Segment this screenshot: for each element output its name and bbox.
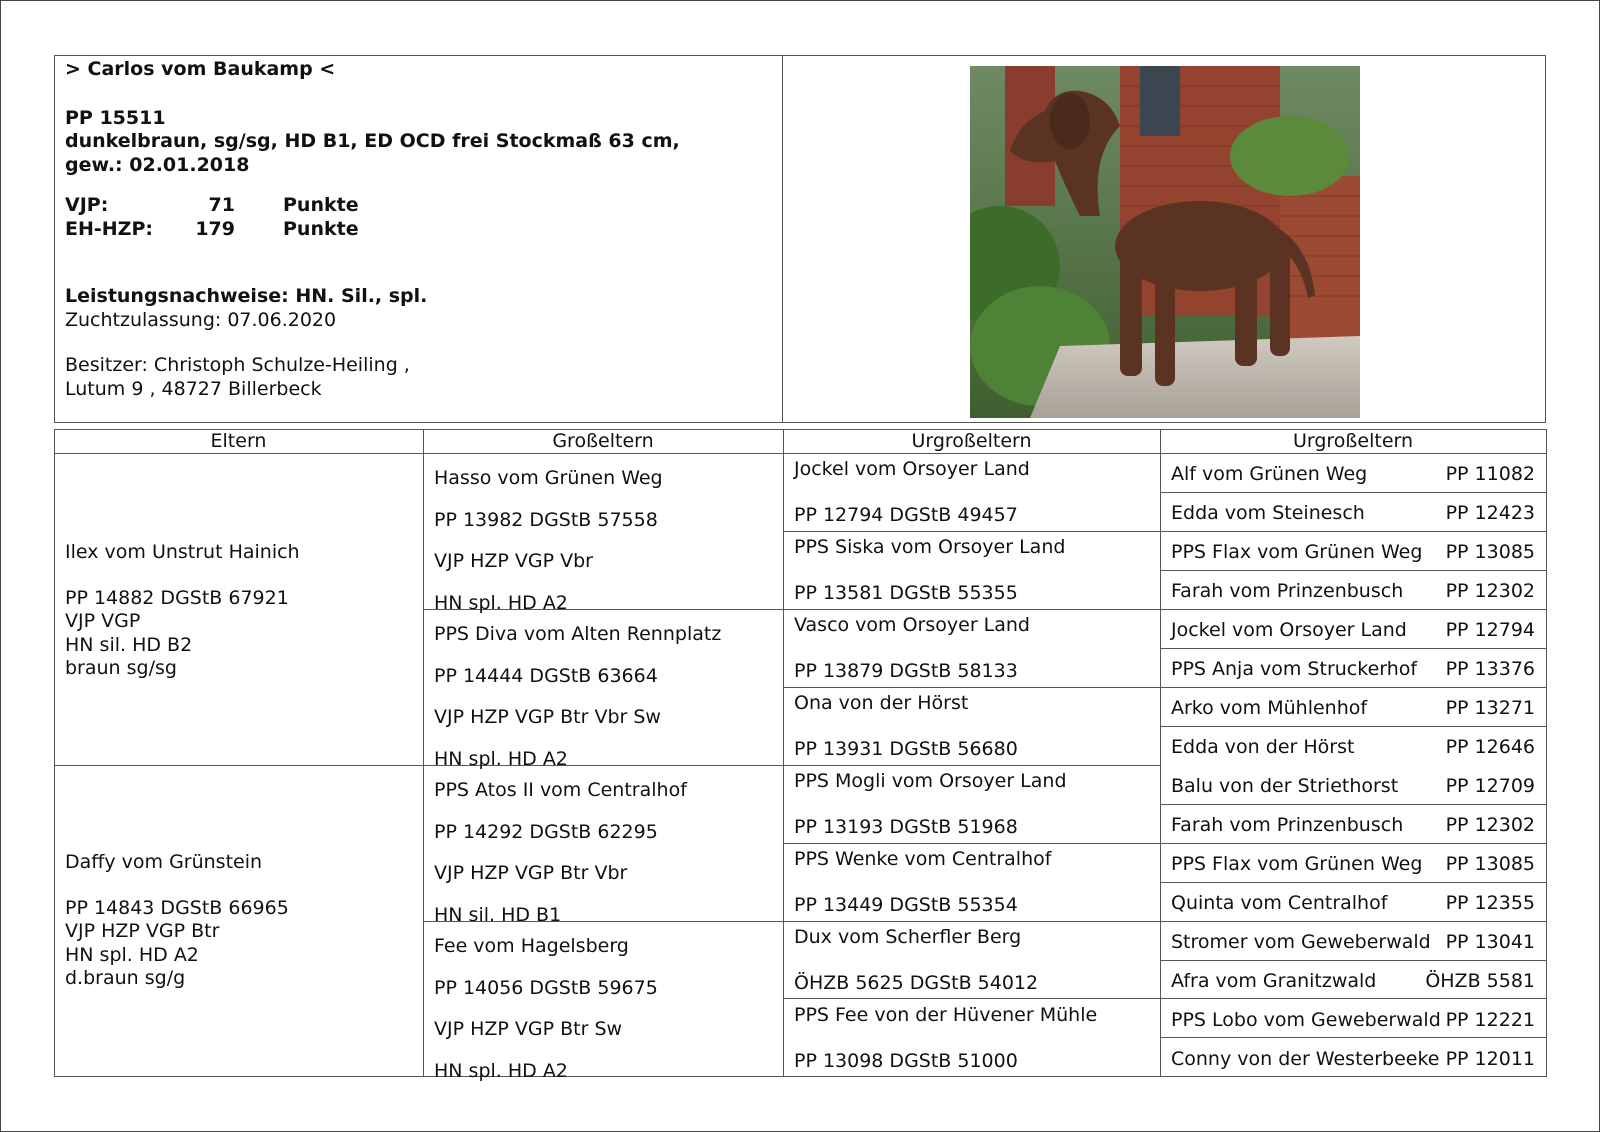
great-grandparent-name: Jockel vom Orsoyer Land — [794, 458, 1030, 480]
grandparent-hd: HN spl. HD A2 — [434, 591, 568, 614]
row-divider — [1160, 570, 1546, 571]
grandparent-name: Hasso vom Grünen Weg — [434, 467, 663, 489]
parent-detail: braun sg/sg — [65, 657, 177, 679]
grandparent-entry — [434, 926, 658, 1092]
column-header-great-great-grandparents: Urgroßeltern — [1292, 430, 1414, 452]
parent-detail: PP 14843 DGStB 66965 — [65, 896, 289, 919]
great-grandparent-reg: PP 13193 DGStB 51968 — [794, 816, 1018, 838]
dog-description: dunkelbraun, sg/sg, HD B1, ED OCD frei Stockmaß 63 cm, — [65, 130, 680, 152]
ancestor-reg: PP 12011 — [1445, 1048, 1535, 1070]
owner-address: Lutum 9 , 48727 Billerbeck — [65, 377, 322, 400]
great-grandparent-reg: PP 13098 DGStB 51000 — [794, 1050, 1018, 1072]
ancestor-name: Stromer vom Geweberwald — [1171, 931, 1431, 953]
row-divider — [1160, 804, 1546, 805]
row-divider — [1160, 726, 1546, 727]
parent-sire — [65, 541, 300, 681]
dog-photo — [970, 66, 1360, 418]
ancestor-name: Edda von der Hörst — [1171, 736, 1355, 758]
header-divider — [782, 55, 783, 423]
ancestor-reg: PP 12423 — [1445, 502, 1535, 524]
grandparent-tests: VJP HZP VGP Btr Vbr — [434, 862, 628, 884]
parent-detail: VJP HZP VGP Btr — [65, 920, 220, 942]
table-border-left — [54, 429, 55, 1076]
great-great-grandparent-entry — [1171, 892, 1535, 914]
row-divider — [1160, 492, 1546, 493]
ancestor-reg: PP 12646 — [1445, 736, 1535, 758]
ancestor-name: Jockel vom Orsoyer Land — [1171, 619, 1407, 641]
row-divider — [783, 998, 1546, 999]
parent-name: Daffy vom Grünstein — [65, 851, 263, 873]
ancestor-name: Arko vom Mühlenhof — [1171, 697, 1368, 719]
great-great-grandparent-entry — [1171, 970, 1535, 992]
ancestor-name: Farah vom Prinzenbusch — [1171, 580, 1404, 602]
parent-name: Ilex vom Unstrut Hainich — [65, 541, 300, 563]
ancestor-name: PPS Anja vom Struckerhof — [1171, 658, 1418, 680]
grandparent-name: PPS Atos II vom Centralhof — [434, 779, 687, 801]
ancestor-name: Edda vom Steinesch — [1171, 502, 1365, 524]
grandparent-reg: PP 14444 DGStB 63664 — [434, 664, 658, 687]
column-divider — [783, 429, 784, 1076]
ancestor-reg: PP 12355 — [1445, 892, 1535, 914]
table-border-right — [1546, 429, 1547, 1077]
great-great-grandparent-entry — [1171, 736, 1535, 758]
great-grandparent-name: Ona von der Hörst — [794, 692, 969, 714]
ancestor-reg: PP 13271 — [1445, 697, 1535, 719]
great-grandparent-reg: PP 12794 DGStB 49457 — [794, 504, 1018, 526]
grandparent-hd: HN spl. HD A2 — [434, 747, 568, 770]
ancestor-reg: PP 11082 — [1445, 463, 1535, 485]
row-divider — [1160, 648, 1546, 649]
grandparent-entry — [434, 458, 663, 624]
dog-info — [65, 58, 765, 401]
row-divider — [783, 687, 1546, 688]
ancestor-name: Alf vom Grünen Weg — [1171, 463, 1368, 485]
ancestor-name: PPS Lobo vom Geweberwald — [1171, 1009, 1441, 1031]
great-grandparent-reg: PP 13449 DGStB 55354 — [794, 894, 1018, 916]
row-divider — [783, 531, 1546, 532]
great-grandparent-name: PPS Mogli vom Orsoyer Land — [794, 770, 1067, 792]
great-great-grandparent-entry — [1171, 814, 1535, 836]
parent-dam — [65, 851, 289, 991]
great-grandparent-reg: PP 13931 DGStB 56680 — [794, 738, 1018, 760]
ancestor-name: Farah vom Prinzenbusch — [1171, 814, 1404, 836]
great-great-grandparent-entry — [1171, 697, 1535, 719]
grandparent-reg: PP 13982 DGStB 57558 — [434, 508, 658, 531]
great-grandparent-name: Vasco vom Orsoyer Land — [794, 614, 1030, 636]
great-great-grandparent-entry — [1171, 541, 1535, 563]
score-value: 71 — [208, 194, 235, 216]
parent-detail: PP 14882 DGStB 67921 — [65, 586, 289, 609]
ancestor-name: Balu von der Striethorst — [1171, 775, 1399, 797]
performance-records: Leistungsnachweise: HN. Sil., spl. — [65, 285, 428, 307]
grandparent-hd: HN spl. HD A2 — [434, 1059, 568, 1082]
great-grandparent-reg: ÖHZB 5625 DGStB 54012 — [794, 972, 1039, 994]
ancestor-name: Afra vom Granitzwald — [1171, 970, 1377, 992]
great-great-grandparent-entry — [1171, 463, 1535, 485]
grandparent-tests: VJP HZP VGP Vbr — [434, 550, 593, 572]
column-header-grandparents: Großeltern — [552, 430, 654, 452]
great-grandparent-name: PPS Fee von der Hüvener Mühle — [794, 1004, 1098, 1026]
ancestor-reg: PP 13085 — [1445, 853, 1535, 875]
breeding-approval: Zuchtzulassung: 07.06.2020 — [65, 308, 337, 331]
ancestor-name: PPS Flax vom Grünen Weg — [1171, 541, 1423, 563]
grandparent-hd: HN sil. HD B1 — [434, 903, 562, 926]
header-row-divider — [54, 453, 1546, 454]
column-divider — [423, 429, 424, 1076]
grandparent-entry — [434, 614, 721, 780]
grandparent-entry — [434, 770, 687, 936]
grandparent-tests: VJP HZP VGP Btr Sw — [434, 1018, 623, 1040]
ancestor-name: PPS Flax vom Grünen Weg — [1171, 853, 1423, 875]
grandparent-tests: VJP HZP VGP Btr Vbr Sw — [434, 706, 661, 728]
ancestor-reg: PP 12709 — [1445, 775, 1535, 797]
dog-registration: PP 15511 — [65, 106, 166, 129]
great-great-grandparent-entry — [1171, 658, 1535, 680]
ancestor-reg: PP 13041 — [1445, 931, 1535, 953]
row-divider — [783, 843, 1546, 844]
score-unit: Punkte — [283, 194, 359, 216]
great-great-grandparent-entry — [1171, 853, 1535, 875]
score-row-ehhzp — [65, 218, 765, 242]
dog-name: > Carlos vom Baukamp < — [65, 58, 336, 80]
great-grandparent-reg: PP 13879 DGStB 58133 — [794, 660, 1018, 682]
score-unit: Punkte — [283, 217, 359, 240]
great-grandparent-name: Dux vom Scherfler Berg — [794, 926, 1022, 948]
grandparent-reg: PP 14056 DGStB 59675 — [434, 976, 658, 999]
grandparent-name: Fee vom Hagelsberg — [434, 935, 629, 957]
score-label: VJP: — [65, 194, 109, 216]
grandparent-reg: PP 14292 DGStB 62295 — [434, 820, 658, 843]
great-great-grandparent-entry — [1171, 931, 1535, 953]
great-great-grandparent-entry — [1171, 1009, 1535, 1031]
table-border-bottom — [54, 1076, 1546, 1077]
column-divider — [1160, 429, 1161, 1076]
score-row-vjp — [65, 194, 765, 218]
row-divider — [1160, 1037, 1546, 1038]
parent-detail: HN spl. HD A2 — [65, 943, 199, 966]
owner-name: Besitzer: Christoph Schulze-Heiling , — [65, 354, 410, 376]
ancestor-reg: PP 12302 — [1445, 814, 1535, 836]
parent-detail: d.braun sg/g — [65, 967, 186, 989]
great-grandparent-name: PPS Siska vom Orsoyer Land — [794, 536, 1066, 558]
ancestor-reg: ÖHZB 5581 — [1425, 970, 1535, 992]
ancestor-reg: PP 13376 — [1445, 658, 1535, 680]
great-great-grandparent-entry — [1171, 1048, 1535, 1070]
great-grandparent-name: PPS Wenke vom Centralhof — [794, 848, 1052, 870]
great-great-grandparent-entry — [1171, 775, 1535, 797]
column-header-great-grandparents: Urgroßeltern — [911, 430, 1032, 452]
great-great-grandparent-entry — [1171, 619, 1535, 641]
great-great-grandparent-entry — [1171, 580, 1535, 602]
column-header-parents: Eltern — [210, 430, 267, 452]
score-label: EH-HZP: — [65, 217, 153, 240]
ancestor-reg: PP 12221 — [1445, 1009, 1535, 1031]
ancestor-reg: PP 13085 — [1445, 541, 1535, 563]
ancestor-reg: PP 12794 — [1445, 619, 1535, 641]
row-divider — [1160, 960, 1546, 961]
score-value: 179 — [195, 217, 235, 240]
ancestor-reg: PP 12302 — [1445, 580, 1535, 602]
parent-detail: VJP VGP — [65, 610, 141, 632]
ancestor-name: Quinta vom Centralhof — [1171, 892, 1388, 914]
ancestor-name: Conny von der Westerbeeke — [1171, 1048, 1440, 1070]
parent-detail: HN sil. HD B2 — [65, 633, 193, 656]
dog-birthdate: gew.: 02.01.2018 — [65, 153, 250, 176]
great-grandparent-reg: PP 13581 DGStB 55355 — [794, 582, 1018, 604]
grandparent-name: PPS Diva vom Alten Rennplatz — [434, 623, 722, 645]
great-great-grandparent-entry — [1171, 502, 1535, 524]
row-divider — [1160, 882, 1546, 883]
